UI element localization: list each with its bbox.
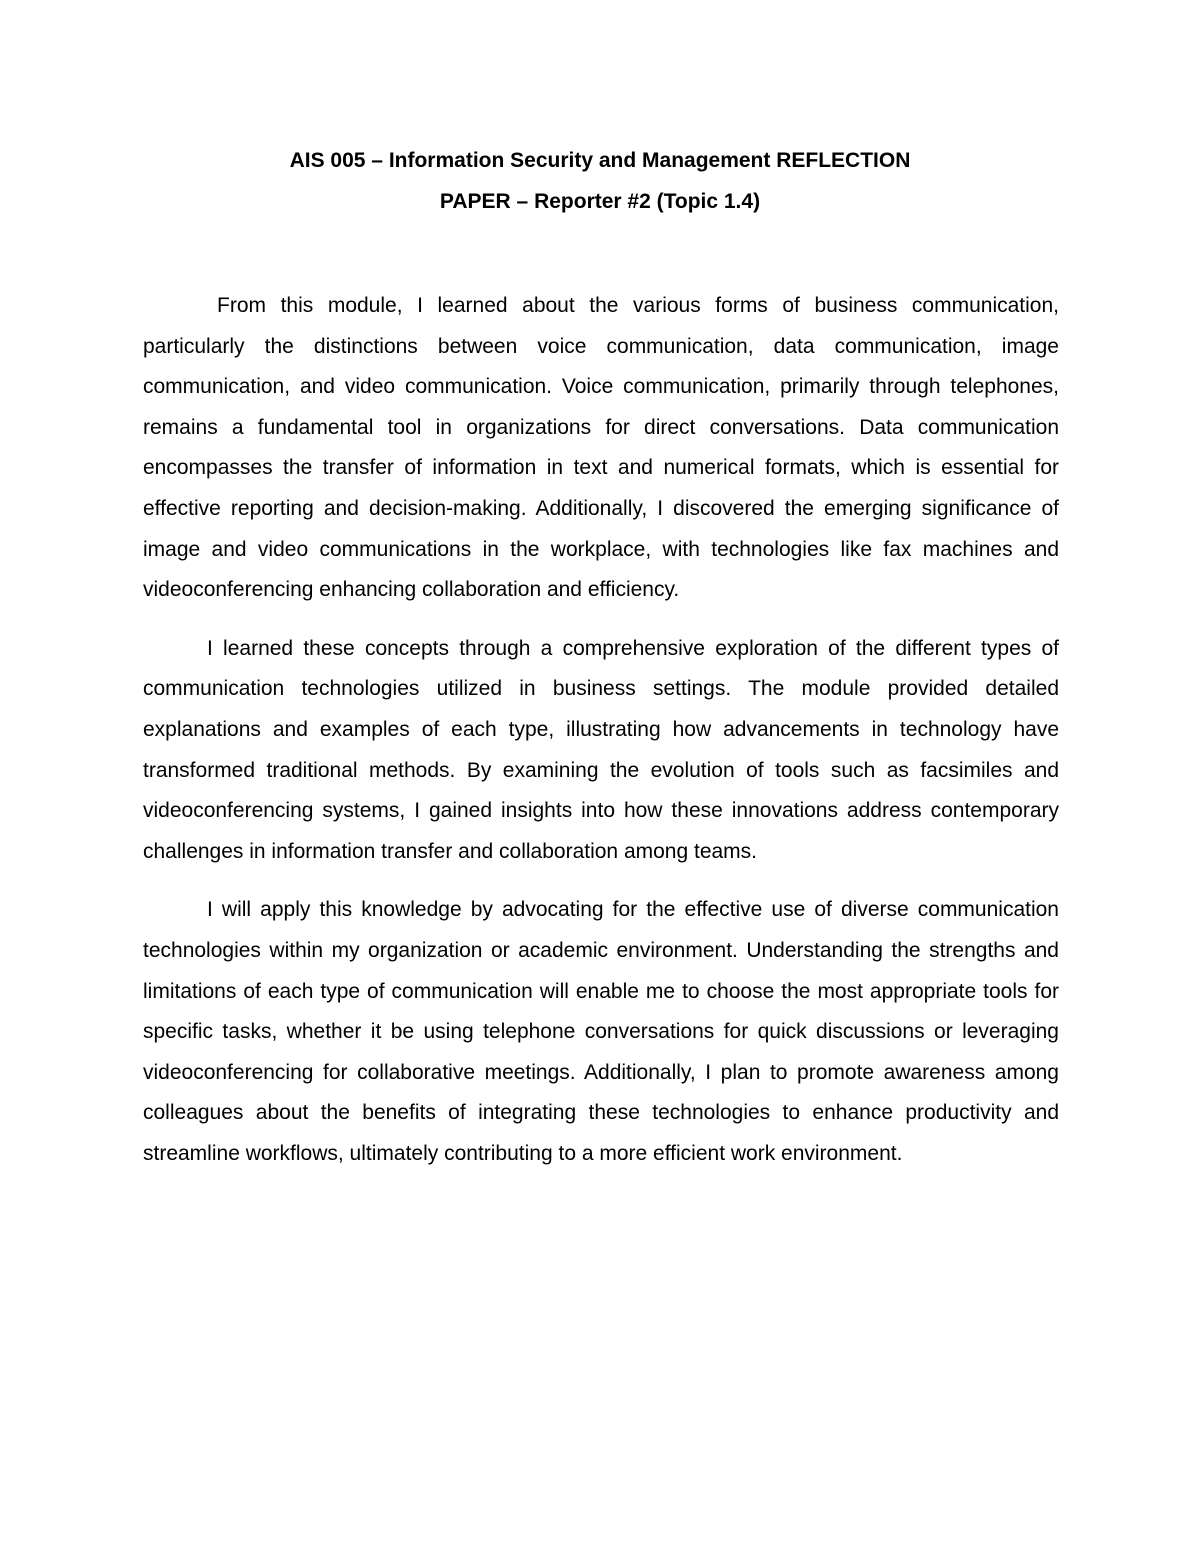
title-line-1: AIS 005 – Information Security and Management REFLECTION xyxy=(289,149,911,172)
document-body xyxy=(143,286,1059,1192)
paragraph-3: I will apply this knowledge by advocating for the effective use of diverse communication technologies within my organization or academic environment. Understanding the strengths and limitations of each type of communication will enable me to choose the most appropriate tools for specific tasks, whether it be using telephone conversations for quick discussions or leveraging videoconferencing for collaborative meetings. Additionally, I plan to promote awareness among colleagues about the benefits of integrating these technologies to enhance productivity and streamline workflows, ultimately contributing to a more efficient work environment. xyxy=(143,898,1059,1165)
document-title xyxy=(0,140,1200,222)
paragraph-1: From this module, I learned about the various forms of business communication, particularly the distinctions between voice communication, data communication, image communication, and video communication. Voice communication, primarily through telephones, remains a fundamental tool in organizations for direct conversations. Data communication encompasses the transfer of information in text and numerical formats, which is essential for effective reporting and decision-making. Additionally, I discovered the emerging significance of image and video communications in the workplace, with technologies like fax machines and videoconferencing enhancing collaboration and efficiency. xyxy=(143,294,1059,602)
paragraph-2: I learned these concepts through a comprehensive exploration of the different types of communication technologies utilized in business settings. The module provided detailed explanations and examples of each type, illustrating how advancements in technology have transformed traditional methods. By examining the evolution of tools such as facsimiles and videoconferencing systems, I gained insights into how these innovations address contemporary challenges in information transfer and collaboration among teams. xyxy=(143,636,1059,863)
title-line-2: PAPER – Reporter #2 (Topic 1.4) xyxy=(439,190,761,213)
